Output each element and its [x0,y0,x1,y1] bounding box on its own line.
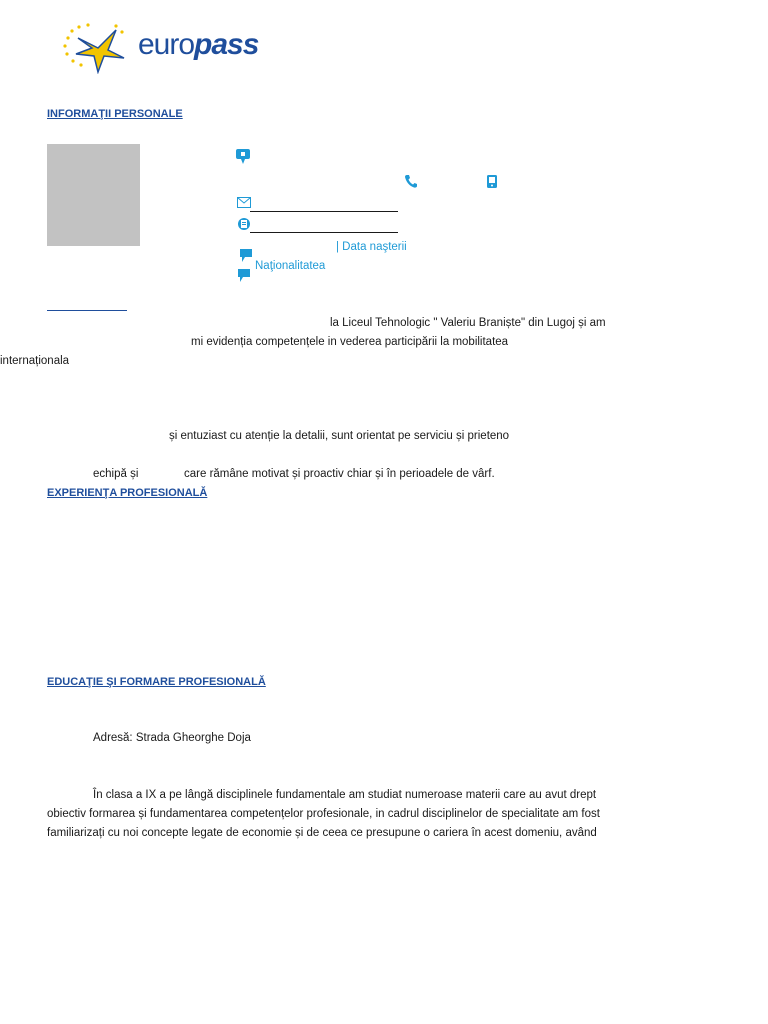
profile-line-3: internaționala [0,355,70,367]
profile-line-1: la Liceul Tehnologic " Valeriu Braniște" din Lugoj și am [330,317,606,329]
europass-logo [58,20,259,74]
section-heading-experience: EXPERIENŢA PROFESIONALĂ [47,487,208,499]
education-paragraph-line-2: obiectiv formarea și fundamentarea competențelor profesionale, in cadrul disciplinelor de specialitate am fost [47,808,600,820]
profile-line-6: care rămâne motivat și proactiv chiar și în perioadele de vârf. [184,468,495,480]
profile-line-2: mi evidenția competențele in vederea participării la mobilitatea [191,336,509,348]
section-heading-education: EDUCAŢIE ŞI FORMARE PROFESIONALĂ [47,676,266,688]
website-icon [237,217,251,232]
email-icon [237,197,251,208]
section-heading-personal: INFORMAŢII PERSONALE [47,108,183,120]
website-field [250,232,398,233]
mobile-icon [486,174,498,189]
europass-star-figure-icon [58,20,138,74]
instant-messaging-icon [239,248,253,263]
email-field [250,211,398,212]
logo-suffix: pass [194,28,259,61]
phone-icon [404,174,418,189]
photo-placeholder [47,144,140,246]
profile-line-5: echipă și [93,468,139,480]
education-address: Adresă: Strada Gheorghe Doja [93,732,251,744]
chat-icon [237,268,251,283]
education-paragraph-line-3: familiarizați cu noi concepte legate de economie și de ceea ce presupune o cariera în acest domeniu, având [47,827,597,839]
nationality-label: Naţionalitatea [255,260,326,272]
location-icon [234,148,252,166]
education-paragraph-line-1: În clasa a IX a pe lângă disciplinele fundamentale am studiat numeroase materii care au avut drept [93,789,597,801]
profile-line-4: și entuziast cu atenție la detalii, sunt orientat pe serviciu și prieteno [169,430,510,442]
logo-prefix: euro [138,28,195,61]
birth-date-label: | Data naşterii [336,241,407,253]
profile-heading-rule [47,310,127,311]
